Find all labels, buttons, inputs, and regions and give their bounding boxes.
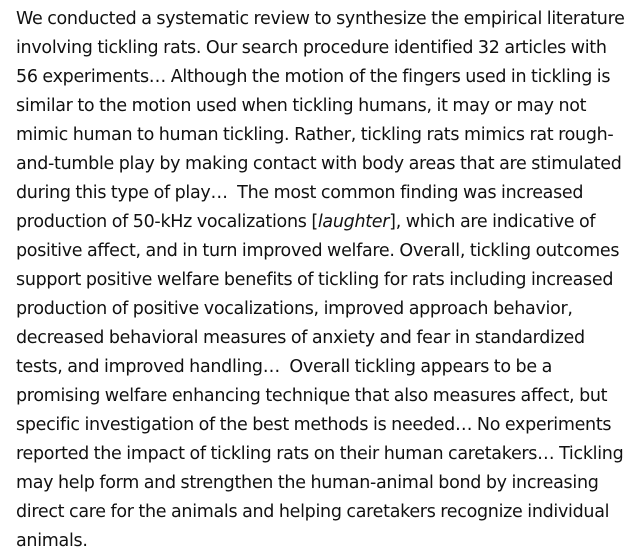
text-line: and-tumble play by making contact with body areas that are stimulated xyxy=(16,154,622,174)
text-line: animals. xyxy=(16,531,88,551)
italic-word-laughter: laughter xyxy=(317,212,390,232)
text-line: direct care for the animals and helping caretakers recognize individual xyxy=(16,502,610,522)
text-line: support positive welfare benefits of tickling for rats including increased xyxy=(16,270,614,290)
text-line: similar to the motion used when tickling humans, it may or may not xyxy=(16,96,587,116)
text-line: tests, and improved handling… Overall tickling appears to be a xyxy=(16,357,552,377)
abstract-paragraph xyxy=(16,5,628,556)
text-line: mimic human to human tickling. Rather, tickling rats mimics rat rough- xyxy=(16,125,614,145)
text-line: involving tickling rats. Our search procedure identified 32 articles with xyxy=(16,38,607,58)
text-line: We conducted a systematic review to synthesize the empirical literature xyxy=(16,9,625,29)
text-line: during this type of play… The most common finding was increased xyxy=(16,183,584,203)
text-line: production of 50-kHz vocalizations [laughter], which are indicative of xyxy=(16,212,596,232)
text-line: specific investigation of the best methods is needed… No experiments xyxy=(16,415,612,435)
text-line: production of positive vocalizations, improved approach behavior, xyxy=(16,299,573,319)
text-line: may help form and strengthen the human-animal bond by increasing xyxy=(16,473,599,493)
text-line: 56 experiments… Although the motion of the fingers used in tickling is xyxy=(16,67,611,87)
text-line: decreased behavioral measures of anxiety and fear in standardized xyxy=(16,328,585,348)
text-line: reported the impact of tickling rats on their human caretakers… Tickling xyxy=(16,444,624,464)
text-line: positive affect, and in turn improved welfare. Overall, tickling outcomes xyxy=(16,241,620,261)
text-line: promising welfare enhancing technique that also measures affect, but xyxy=(16,386,608,406)
